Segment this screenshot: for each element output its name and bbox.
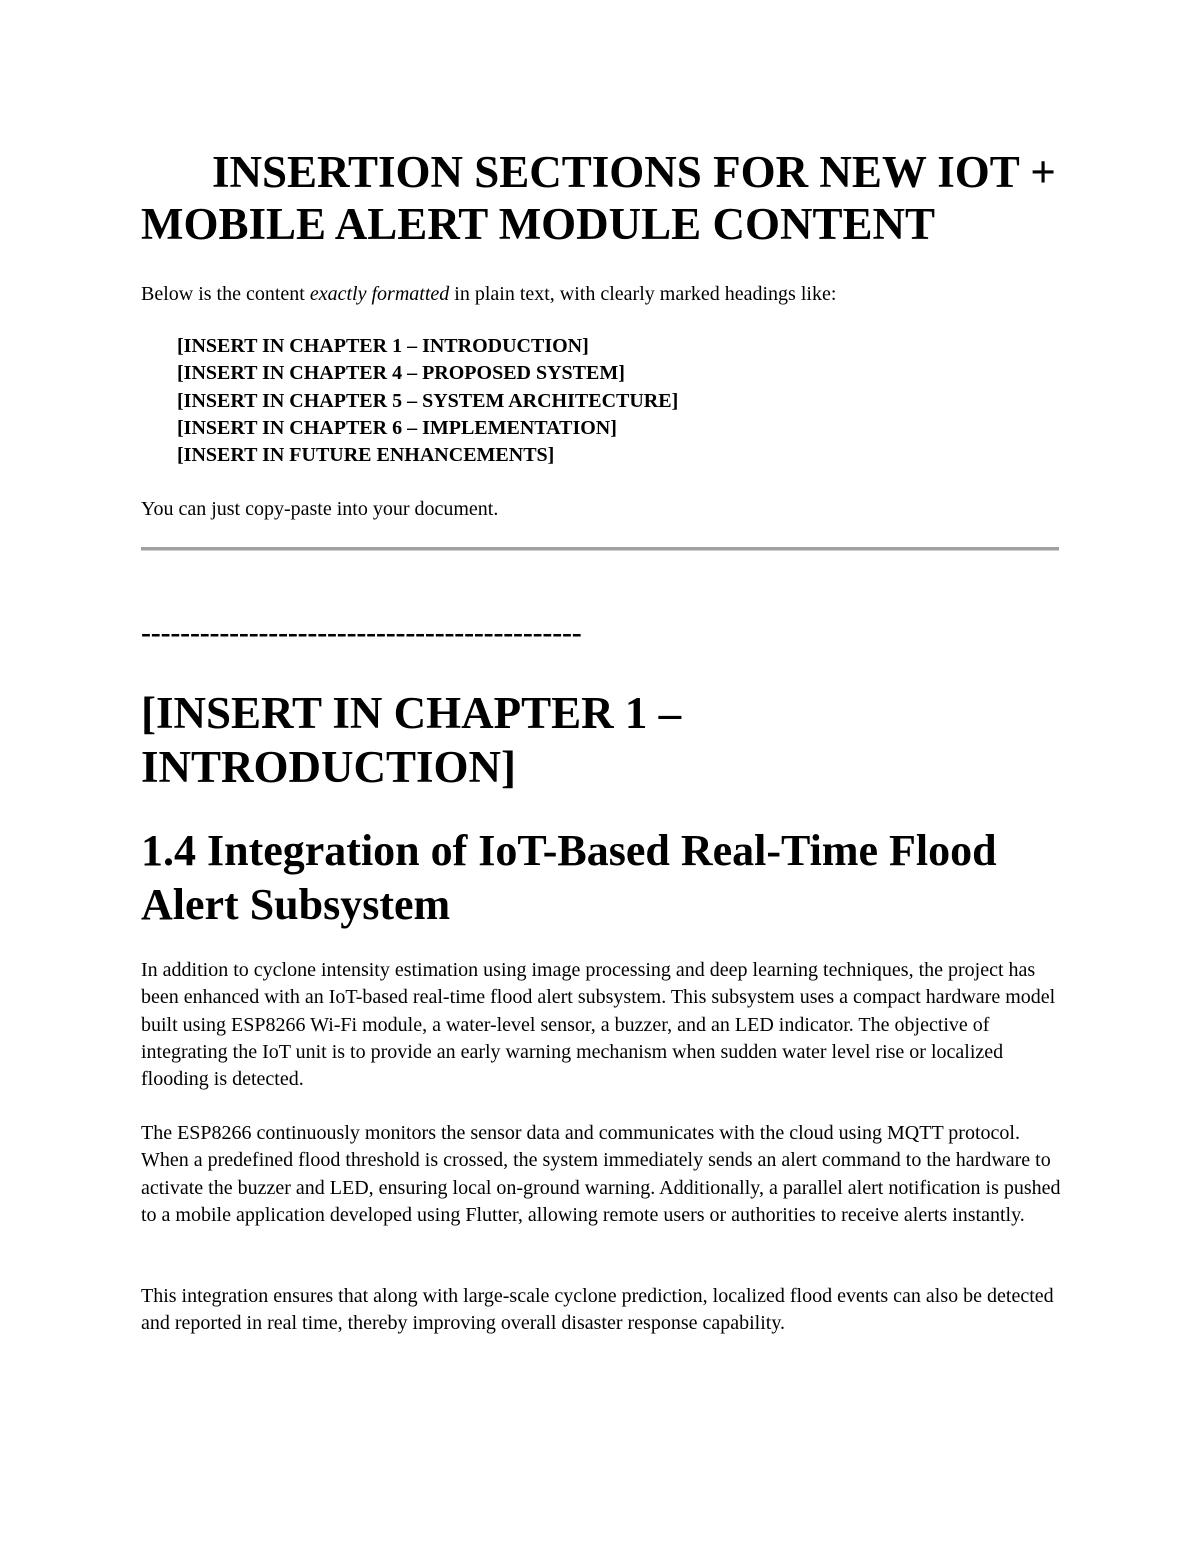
insert-marker-chapter-5: [INSERT IN CHAPTER 5 – SYSTEM ARCHITECTURE]	[177, 389, 679, 412]
body-paragraph: In addition to cyclone intensity estimation using image processing and deep learning techniques, the project has been enhanced with an IoT-based real-time flood alert subsystem. This subsystem uses a compact hardware model built using ESP8266 Wi-Fi module, a water-level sensor, a buzzer, and an LED indicator. The objective of integrating the IoT unit is to provide an early warning mechanism when sudden water level rise or localized flooding is detected.	[141, 959, 1056, 1091]
intro-text-before: Below is the content	[141, 283, 310, 305]
intro-text-after: in plain text, with clearly marked headings like:	[449, 283, 837, 305]
insert-marker-list	[177, 333, 678, 469]
horizontal-rule	[141, 547, 1059, 551]
insert-marker-future: [INSERT IN FUTURE ENHANCEMENTS]	[177, 444, 555, 467]
insert-marker-chapter-4: [INSERT IN CHAPTER 4 – PROPOSED SYSTEM]	[177, 362, 625, 385]
body-paragraph: This integration ensures that along with large-scale cyclone prediction, localized flood events can also be detected and reported in real time, thereby improving overall disaster response capability.	[141, 1285, 1054, 1335]
document-title: INSERTION SECTIONS FOR NEW IOT + MOBILE ALERT MODULE CONTENT	[141, 147, 1056, 249]
intro-paragraph	[141, 281, 836, 308]
intro-emphasis: exactly formatted	[309, 283, 450, 305]
insert-marker-chapter-6: [INSERT IN CHAPTER 6 – IMPLEMENTATION]	[177, 416, 617, 439]
insert-marker-chapter-1: [INSERT IN CHAPTER 1 – INTRODUCTION]	[177, 335, 589, 357]
chapter-heading: [INSERT IN CHAPTER 1 – INTRODUCTION]	[141, 688, 682, 792]
dash-separator: ---------------------------------------------	[141, 616, 582, 649]
copy-paste-note: You can just copy-paste into your document.	[141, 498, 499, 520]
body-paragraph: The ESP8266 continuously monitors the sensor data and communicates with the cloud using MQTT protocol. When a predefined flood threshold is crossed, the system immediately sends an alert command to the hardware to activate the buzzer and LED, ensuring local on-ground warning. Additionally, a parallel alert notification is pushed to a mobile application developed using Flutter, allowing remote users or authorities to receive alerts instantly.	[141, 1122, 1061, 1226]
section-heading: 1.4 Integration of IoT-Based Real-Time Flood Alert Subsystem	[141, 826, 997, 929]
